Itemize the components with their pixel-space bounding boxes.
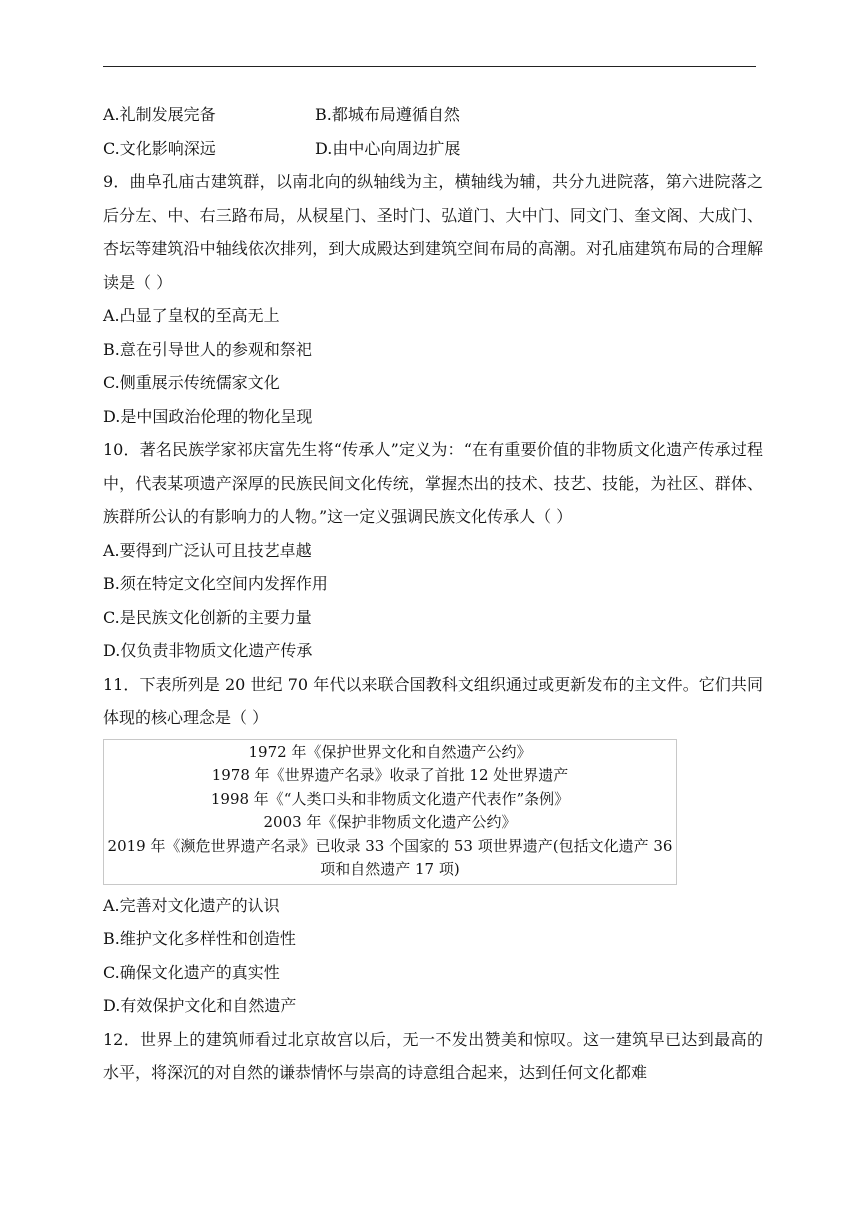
q8-options-row-1 bbox=[103, 98, 763, 132]
table-row: 1998 年《“人类口头和非物质文化遗产代表作”条例》 bbox=[210, 789, 570, 808]
q9-option-a: A.凸显了皇权的至高无上 bbox=[103, 306, 280, 325]
q10-option-b: B.须在特定文化空间内发挥作用 bbox=[103, 574, 328, 593]
q8-option-b: B.都城布局遵循自然 bbox=[315, 105, 460, 124]
table-row: 2019 年《濒危世界遗产名录》已收录 33 个国家的 53 项世界遗产(包括文化遗产 36 项和自然遗产 17 项) bbox=[107, 836, 673, 878]
table-row: 1978 年《世界遗产名录》收录了首批 12 处世界遗产 bbox=[211, 766, 569, 784]
table-row: 1972 年《保护世界文化和自然遗产公约》 bbox=[248, 742, 532, 761]
q9-option-c: C.侧重展示传统儒家文化 bbox=[103, 373, 280, 392]
q11-option-d: D.有效保护文化和自然遗产 bbox=[103, 996, 297, 1015]
table-row: 2003 年《保护非物质文化遗产公约》 bbox=[263, 813, 517, 831]
q8-options-row-2 bbox=[103, 132, 763, 166]
q11-option-c: C.确保文化遗产的真实性 bbox=[103, 962, 280, 982]
q10-option-c: C.是民族文化创新的主要力量 bbox=[103, 607, 312, 627]
q10-stem: 10．著名民族学家祁庆富先生将“传承人”定义为：“在有重要价值的非物质文化遗产传承过程中，代表某项遗产深厚的民族民间文化传统，掌握杰出的技术、技艺、技能，为社区、群体、族群所公认的有影响力的人物。”这一定义强调民族文化传承人（ ） bbox=[103, 440, 763, 526]
q9-stem: 9．曲阜孔庙古建筑群，以南北向的纵轴线为主，横轴线为辅，共分九进院落，第六进院落之后分左、中、右三路布局，从棂星门、圣时门、弘道门、大中门、同文门、奎文阁、大成门、杏坛等建筑沿中轴线依次排列，到大成殿达到建筑空间布局的高潮。对孔庙建筑布局的合理解读是（ ） bbox=[103, 172, 763, 292]
q11-stem: 11．下表所列是 20 世纪 70 年代以来联合国教科文组织通过或更新发布的主文件。它们共同体现的核心理念是（ ） bbox=[103, 674, 763, 727]
q8-option-c: C.文化影响深远 bbox=[103, 138, 216, 158]
q9-option-b: B.意在引导世人的参观和祭祀 bbox=[103, 339, 312, 359]
q12-stem: 12．世界上的建筑师看过北京故宫以后，无一不发出赞美和惊叹。这一建筑早已达到最高的水平，将深沉的对自然的谦恭情怀与崇高的诗意组合起来，达到任何文化都难 bbox=[103, 1029, 763, 1082]
q10-option-a: A.要得到广泛认可且技艺卓越 bbox=[103, 540, 312, 560]
page-content bbox=[103, 98, 763, 1090]
q11-documents-table bbox=[103, 739, 677, 885]
q8-option-d: D.由中心向周边扩展 bbox=[315, 138, 461, 158]
q8-option-a: A.礼制发展完备 bbox=[103, 105, 216, 124]
q9-option-d: D.是中国政治伦理的物化呈现 bbox=[103, 406, 313, 426]
q10-option-d: D.仅负责非物质文化遗产传承 bbox=[103, 641, 313, 660]
header-rule bbox=[103, 66, 756, 67]
q11-option-a: A.完善对文化遗产的认识 bbox=[103, 895, 280, 915]
q11-option-b: B.维护文化多样性和创造性 bbox=[103, 929, 296, 948]
